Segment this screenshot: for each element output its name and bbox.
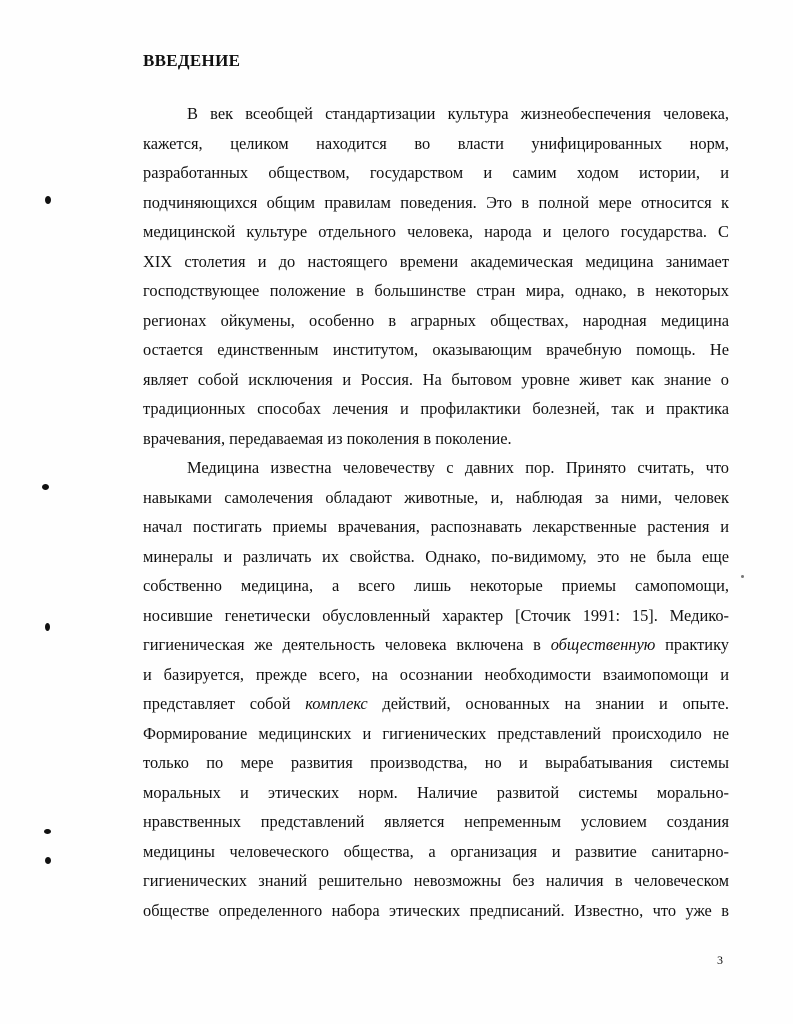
text-segment: действий, основанных на знании и опыте.	[367, 694, 729, 713]
text-line: медицинской культуре отдельного человека, народа и целого государства. С	[143, 222, 729, 241]
page-number: 3	[717, 953, 723, 967]
body-text	[143, 99, 729, 925]
text-line: и базируется, прежде всего, на осознании необходимости взаимопомощи и	[143, 664, 729, 684]
text-line	[143, 689, 729, 719]
text-line: господствующее положение в большинстве стран мира, однако, в некоторых	[143, 281, 729, 300]
text-line: нравственных представлений является непременным условием создания	[143, 812, 729, 831]
scan-speck	[42, 484, 49, 490]
text-line: XIX столетия и до настоящего времени академическая медицина занимает	[143, 251, 729, 271]
text-line: кажется, целиком находится во власти унифицированных норм,	[143, 133, 729, 153]
scan-speck	[45, 196, 51, 204]
text-line: разработанных обществом, государством и самим ходом истории, и	[143, 163, 729, 182]
text-line: регионах ойкумены, особенно в аграрных обществах, народная медицина	[143, 310, 729, 330]
text-line: минералы и различать их свойства. Однако, по-видимому, это не была еще	[143, 546, 729, 566]
text-line: подчиняющихся общим правилам поведения. Это в полной мере относится к	[143, 192, 729, 212]
scan-speck	[45, 623, 50, 631]
text-segment: практику	[655, 635, 729, 654]
text-line: остается единственным институтом, оказывающим врачебную помощь. Не	[143, 340, 729, 359]
text-line: начал постигать приемы врачевания, распознавать лекарственные растения и	[143, 517, 729, 536]
text-line: традиционных способах лечения и профилактики болезней, так и практика	[143, 399, 729, 418]
text-line: носившие генетически обусловленный характер [Сточик 1991: 15]. Медико-	[143, 605, 729, 625]
text-line: собственно медицина, а всего лишь некоторые приемы самопомощи,	[143, 576, 729, 595]
text-segment: представляет собой	[143, 694, 306, 713]
text-line: В век всеобщей стандартизации культура жизнеобеспечения человека,	[187, 104, 729, 123]
scan-speck	[741, 575, 744, 578]
text-line: навыками самолечения обладают животные, и, наблюдая за ними, человек	[143, 487, 729, 507]
emphasis-text: комплекс	[305, 694, 368, 713]
text-line: гигиенических знаний решительно невозможны без наличия в человеческом	[143, 871, 729, 890]
text-line: врачевания, передаваемая из поколения в поколение.	[143, 428, 512, 448]
text-line: медицины человеческого общества, а организация и развитие санитарно-	[143, 841, 729, 861]
text-line: являет собой исключения и Россия. На бытовом уровне живет как знание о	[143, 369, 729, 389]
section-heading: ВВЕДЕНИЕ	[143, 51, 241, 70]
text-line: моральных и этических норм. Наличие развитой системы морально-	[143, 782, 729, 802]
text-line: обществе определенного набора этических предписаний. Известно, что уже в	[143, 900, 729, 920]
text-segment: гигиеническая же деятельность человека включена в	[143, 635, 551, 654]
scan-speck	[44, 829, 51, 834]
text-line	[143, 630, 729, 660]
text-line: Медицина известна человечеству с давних пор. Принято считать, что	[187, 458, 729, 477]
scan-speck	[45, 857, 51, 864]
text-line: только по мере развития производства, но и вырабатывания системы	[143, 753, 729, 772]
emphasis-text: общественную	[550, 635, 656, 654]
text-line: Формирование медицинских и гигиенических представлений происходило не	[143, 723, 729, 743]
